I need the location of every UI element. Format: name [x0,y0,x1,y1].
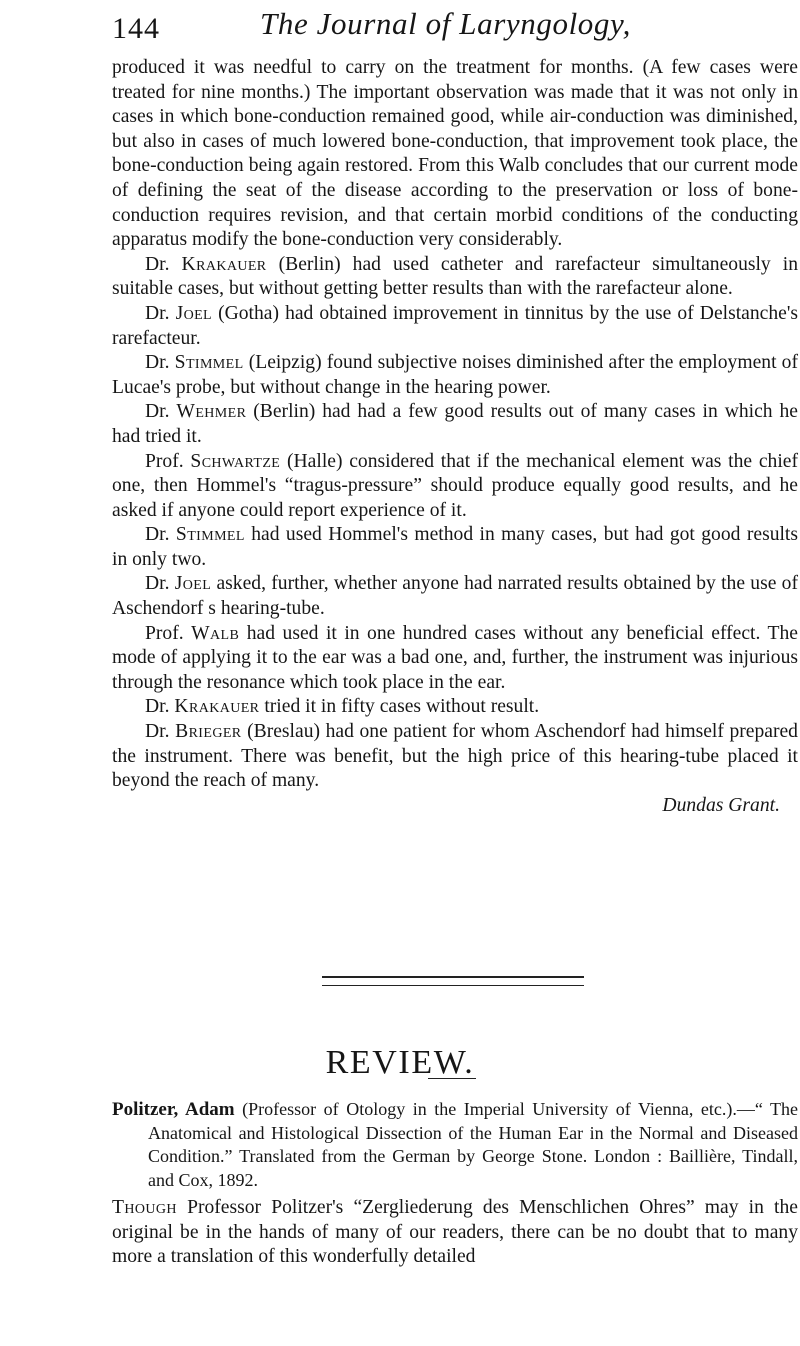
book-citation [112,1098,798,1192]
speaker-title: Dr. [145,524,170,546]
author-signature: Dundas Grant. [662,794,780,816]
paragraph-stimmel-2 [112,523,798,572]
paragraph-text: tried it in fifty cases without result. [264,696,540,718]
paragraph-walb-conclusion: produced it was needful to carry on the treatment for months. (A few cases were treated for nine months.) The important observation was made that it was not only in cases in which bone-conduction remained good, while air-conduction was diminished, but also in cases of much lowered bone-conduction, that improvement took place, the bone-conduction being again restored. From this Walb concludes that our current mode of defining the seat of the disease according to the preservation or loss of bone-conduction requires revision, and that certain morbid conditions of the conducting apparatus modify the bone-conduction very considerably. [112,57,798,251]
paragraph-text: (Gotha) had obtained improvement in tinnitus by the use of Delstanche's rarefacteur. [112,302,798,349]
review-heading: REVIEW. [325,1044,475,1082]
citation-entry [112,1098,798,1192]
heading-rule [428,1078,476,1079]
review-paragraph-text: Professor Politzer's “Zergliederung des Menschlichen Ohres” may in the original be in the hands of many of our readers, there can be no doubt that to many more a translation of this wonderfully detailed [112,1197,798,1268]
paragraph-joel [112,302,798,351]
journal-title: The Journal of Laryngology, [260,6,631,41]
speaker-name: Joel [175,302,213,324]
paragraph-text: (Leipzig) found subjective noises diminished after the employment of Lucae's probe, but without change in the hearing power. [112,352,798,398]
speaker-name: Wehmer [176,401,247,423]
speaker-title: Prof. [145,622,184,644]
speaker-title: Dr. [145,352,170,374]
running-header [112,4,692,50]
speaker-title: Dr. [145,573,170,595]
speaker-name: Stimmel [175,524,245,546]
paragraph-text: had used Hommel's method in many cases, but had got good results in only two. [112,524,798,570]
speaker-name: Stimmel [174,352,244,374]
paragraph-krakauer [112,253,798,302]
paragraph-stimmel [112,351,798,400]
paragraph-text: (Halle) considered that if the mechanical element was the chief one, then Hommel's “tragus-pressure” should produce equally good results, and he asked if anyone could report experience of it. [112,450,798,521]
page-number: 144 [112,12,160,45]
paragraph-text: (Breslau) had one patient for whom Aschendorf had himself prepared the instrument. There was benefit, but the high price of this hearing-tube placed it beyond the reach of many. [112,721,798,792]
paragraph-text: asked, further, whether anyone had narrated results obtained by the use of Aschendorf s hearing-tube. [112,573,798,620]
speaker-title: Dr. [145,696,170,718]
discussion-text [112,56,798,818]
speaker-title: Dr. [145,721,170,743]
review-paragraph [112,1196,798,1270]
paragraph-joel-2 [112,572,798,621]
paragraph-brieger [112,720,798,794]
speaker-title: Dr. [145,302,170,324]
paragraph-schwartze [112,450,798,524]
review-text [112,1196,798,1270]
paragraph-walb [112,622,798,696]
speaker-name: Walb [191,622,240,644]
speaker-title: Prof. [145,450,184,472]
paragraph-text: (Berlin) had used catheter and rarefacteur simultaneously in suitable cases, but without getting better results than with the rarefacteur alone. [112,253,798,300]
paragraph-wehmer [112,400,798,449]
speaker-name: Joel [174,573,212,595]
speaker-title: Dr. [145,253,170,275]
paragraph-text: (Berlin) had had a few good results out of many cases in which he had tried it. [112,401,798,447]
paragraph-text: had used it in one hundred cases without any beneficial effect. The mode of applying it to the ear was a bad one, and, further, the instrument was injurious through the resonance which took place in the ear. [112,622,798,693]
speaker-name: Krakauer [174,696,260,718]
citation-details: (Professor of Otology in the Imperial University of Vienna, etc.).—“ The Anatomical and Histological Dissection of the Human Ear in the Normal and Diseased Condition.” Translated from the German by George Stone. London : Baillière, Tindall, and Cox, 1892. [148,1099,799,1190]
citation-author: Politzer, Adam [112,1099,235,1120]
speaker-title: Dr. [145,401,170,423]
speaker-name: Brieger [175,721,242,743]
speaker-name: Schwartze [190,450,281,472]
paragraph-krakauer-2 [112,695,798,720]
section-divider [322,976,584,986]
speaker-name: Krakauer [181,253,267,275]
review-first-word: Though [112,1197,177,1218]
